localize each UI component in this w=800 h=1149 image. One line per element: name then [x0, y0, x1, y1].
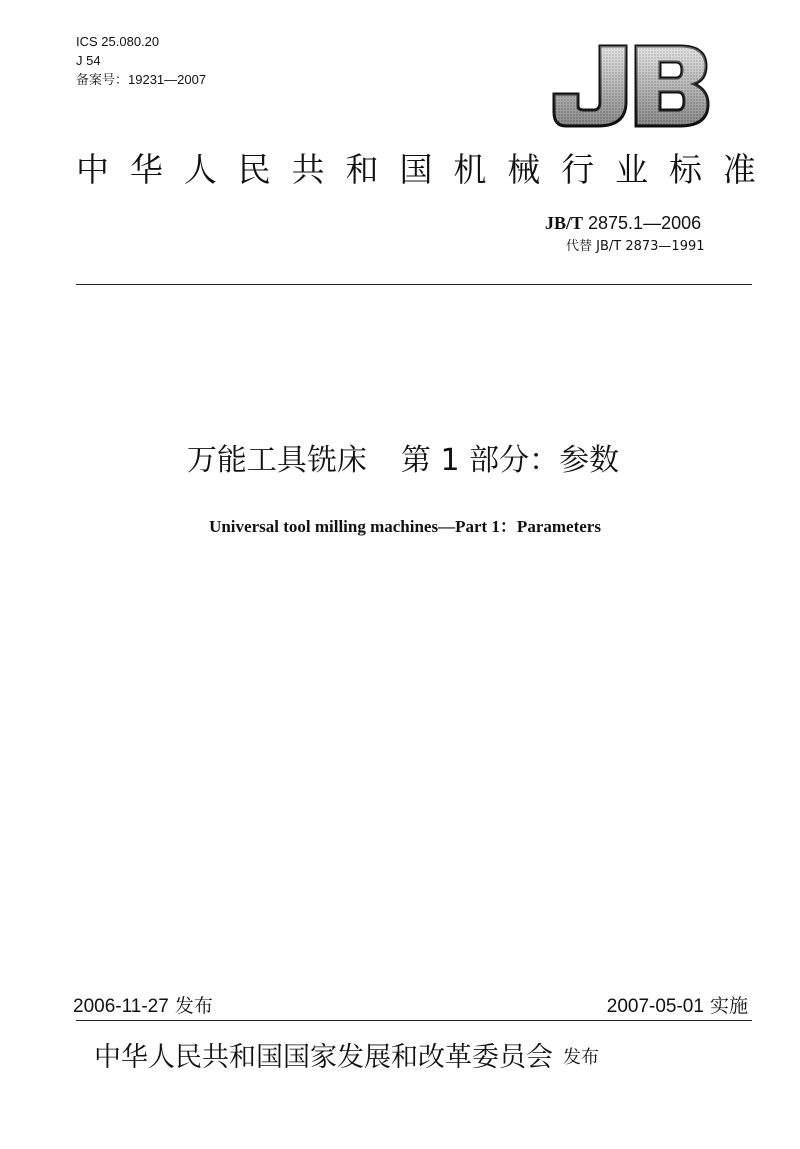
heading-char: 华 [129, 150, 163, 189]
standard-prefix: JB/T [545, 213, 584, 233]
standard-code: 2875.1—2006 [583, 213, 702, 233]
record-number: 备案号：19231—2007 [76, 72, 207, 87]
document-title-cn [3, 438, 800, 484]
heading-char: 中 [76, 150, 109, 189]
issue-date-value: 2006-11-27 [73, 996, 169, 1017]
heading-char: 民 [237, 150, 271, 189]
replaces-standard: 代替 JB/T 2873—1991 [566, 239, 705, 254]
heading-char: 械 [507, 150, 541, 189]
heading-char: 机 [453, 150, 487, 189]
footer-divider [76, 1020, 752, 1021]
implementation-date-label: 实施 [703, 995, 748, 1017]
jb-logo [552, 42, 710, 130]
ccs-code: J 54 [76, 53, 101, 68]
heading-char: 和 [345, 150, 379, 189]
heading-char: 标 [668, 150, 702, 189]
industry-standard-heading [76, 146, 756, 194]
publisher-name: 中华人民共和国国家发展和改革委员会 [94, 1042, 553, 1073]
standard-number [545, 211, 701, 236]
logo-letter-j [554, 46, 626, 126]
heading-char: 人 [183, 150, 217, 189]
heading-char: 业 [615, 150, 649, 189]
implementation-date-value: 2007-05-01 [606, 996, 704, 1017]
issue-date-label: 发布 [168, 995, 213, 1017]
publisher [94, 1038, 599, 1078]
logo-letter-b [636, 46, 708, 126]
implementation-date [607, 994, 748, 1019]
heading-char: 行 [561, 150, 595, 189]
heading-char: 共 [291, 150, 325, 189]
document-title-en: Universal tool milling machines—Part 1：Parameters [209, 517, 601, 536]
title-cn-main: 万能工具铣床 [186, 443, 367, 478]
heading-char: 准 [722, 150, 756, 189]
issue-date [73, 994, 213, 1019]
ics-code: ICS 25.080.20 [76, 34, 160, 49]
title-cn-part: 第 1 部分：参数 [400, 443, 620, 478]
heading-char: 国 [399, 150, 433, 189]
publisher-action: 发布 [563, 1047, 599, 1068]
document-metadata [76, 32, 206, 89]
header-divider [76, 284, 752, 285]
